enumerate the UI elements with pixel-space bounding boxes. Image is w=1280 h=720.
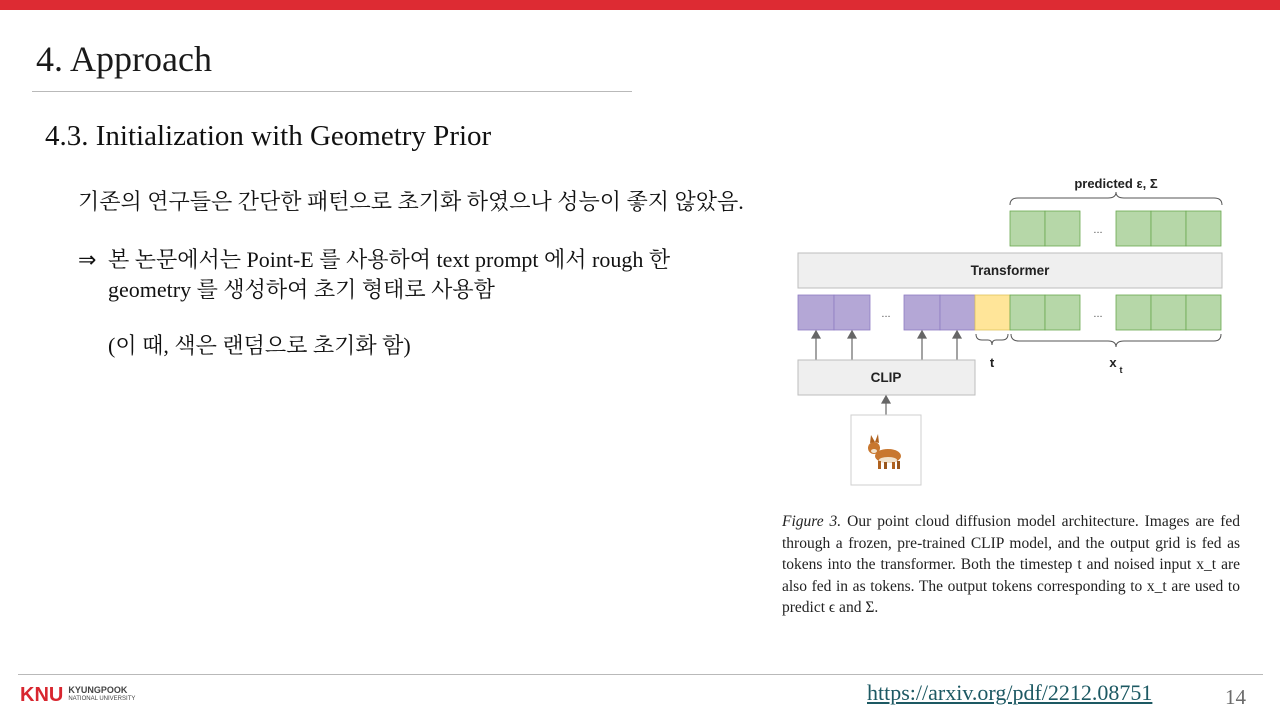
timestep-label: t	[989, 355, 995, 370]
noised-input-label: x	[1109, 355, 1117, 370]
source-link[interactable]: https://arxiv.org/pdf/2212.08751	[867, 680, 1153, 705]
output-token	[1116, 211, 1151, 246]
logo-text	[68, 686, 135, 704]
predicted-brace	[1010, 192, 1222, 205]
output-tokens	[1010, 211, 1221, 246]
clip-label: CLIP	[870, 370, 902, 385]
caption-text: Our point cloud diffusion model architecture. Images are fed through a frozen, pre-trained CLIP model, and the output grid is fed as tokens into the transformer. Both the timestep t and noised input x_t are also fed in as tokens. The output tokens corresponding to x_t are used to predict ϵ and Σ.	[782, 513, 1240, 616]
noised-input-subscript: t	[1119, 365, 1123, 375]
clip-token	[904, 295, 940, 330]
output-token	[1010, 211, 1045, 246]
noised-input-token	[1186, 295, 1221, 330]
input-tokens	[798, 295, 1221, 330]
ellipsis-text: ...	[1093, 224, 1103, 236]
university-logo	[20, 683, 135, 707]
clip-token	[834, 295, 870, 330]
noised-input-brace	[1011, 334, 1221, 347]
output-token	[1045, 211, 1080, 246]
timestep-token	[975, 295, 1010, 330]
figure-label: Figure 3.	[782, 513, 842, 530]
clip-token	[798, 295, 834, 330]
footer-divider	[18, 674, 1263, 675]
logo-mark: KNU	[20, 683, 64, 706]
section-heading: 4.3. Initialization with Geometry Prior	[45, 120, 492, 152]
clip-token	[940, 295, 975, 330]
clip-arrows	[812, 331, 961, 360]
image-arrow	[882, 396, 890, 415]
bullet-line-3: geometry 를 생성하여 초기 형태로 사용함	[108, 277, 495, 302]
noised-input-token	[1151, 295, 1186, 330]
slide-title: 4. Approach	[36, 39, 212, 79]
arrow-icon: ⇒	[78, 247, 97, 272]
ellipsis-text: ...	[1093, 308, 1103, 320]
logo-sub: NATIONAL UNIVERSITY	[68, 696, 136, 702]
figure-caption	[782, 511, 1240, 619]
noised-input-token	[1045, 295, 1080, 330]
noised-input-token	[1116, 295, 1151, 330]
ellipsis-text: ...	[881, 308, 891, 320]
architecture-diagram	[790, 160, 1240, 500]
predicted-label: predicted ε, Σ	[1074, 176, 1158, 191]
page-number: 14	[1225, 685, 1246, 709]
noised-input-token	[1010, 295, 1045, 330]
output-token	[1186, 211, 1221, 246]
transformer-label: Transformer	[970, 263, 1050, 278]
bullet-line-4: (이 때, 색은 랜덤으로 초기화 함)	[108, 333, 411, 358]
bullet-line-2: 본 논문에서는 Point-E 를 사용하여 text prompt 에서 rough 한	[108, 247, 671, 272]
output-token	[1151, 211, 1186, 246]
logo-name: KYUNGPOOK	[68, 685, 128, 695]
top-accent-bar	[0, 0, 1280, 10]
title-divider	[32, 91, 632, 92]
bullet-line-1: 기존의 연구들은 간단한 패턴으로 초기화 하였으나 성능이 좋지 않았음.	[78, 189, 744, 214]
timestep-brace	[976, 334, 1008, 345]
